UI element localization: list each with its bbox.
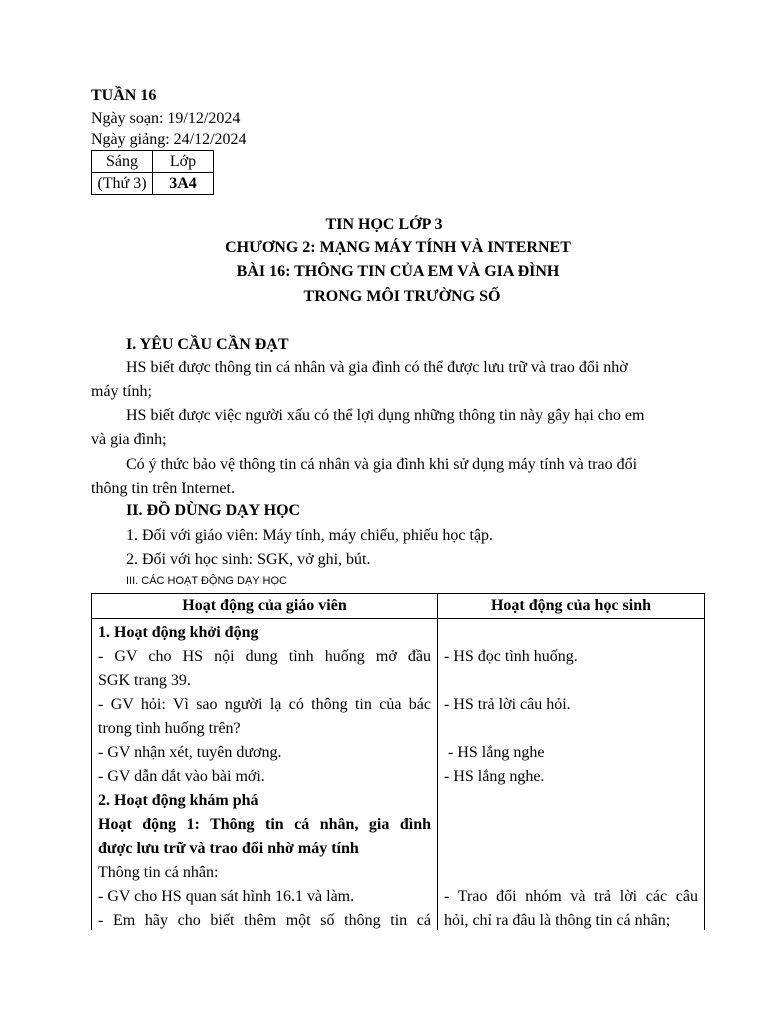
activity-table-header xyxy=(92,594,704,619)
teacher-line: - GV dẫn dắt vào bài mới. xyxy=(98,768,265,785)
section2-heading: II. ĐỒ DÙNG DẠY HỌC xyxy=(126,502,301,519)
section1-heading: I. YÊU CẦU CẦN ĐẠT xyxy=(126,336,289,353)
teacher-line: trong tình huống trên? xyxy=(98,720,241,737)
teacher-activities xyxy=(92,619,438,930)
section1-p2a: HS biết được việc người xấu có thể lợi dụng những thông tin này gây hại cho em xyxy=(126,407,645,424)
teacher-line: 1. Hoạt động khởi động xyxy=(98,624,259,641)
section3-heading: III. CÁC HOẠT ĐỘNG DẠY HỌC xyxy=(126,575,287,587)
section1-p2b: và gia đình; xyxy=(91,431,167,448)
student-column-header: Hoạt động của học sinh xyxy=(490,597,652,614)
title-lesson-cont: TRONG MÔI TRƯỜNG SỐ xyxy=(303,288,501,305)
student-line: hỏi, chỉ ra đâu là thông tin cá nhân; xyxy=(444,912,671,929)
title-subject: TIN HỌC LỚP 3 xyxy=(325,216,443,233)
section2-item1: 1. Đối với giáo viên: Máy tính, máy chiếu, phiếu học tập. xyxy=(126,527,494,544)
teacher-line: SGK trang 39. xyxy=(98,672,191,689)
student-line: - HS lắng nghe. xyxy=(444,768,545,785)
teacher-line: - GV nhận xét, tuyên dương. xyxy=(98,744,282,761)
teacher-line: 2. Hoạt động khám phá xyxy=(98,792,259,809)
section1-p1a: HS biết được thông tin cá nhân và gia đình có thể được lưu trữ và trao đổi nhờ xyxy=(126,359,628,376)
title-lesson: BÀI 16: THÔNG TIN CỦA EM VÀ GIA ĐÌNH xyxy=(236,263,560,280)
section1-p3a: Có ý thức bảo vệ thông tin cá nhân và gia đình khi sử dụng máy tính và trao đổi xyxy=(126,456,638,473)
title-chapter: CHƯƠNG 2: MẠNG MÁY TÍNH VÀ INTERNET xyxy=(225,239,571,256)
session-label: Sáng xyxy=(92,151,153,173)
week-label: TUẦN 16 xyxy=(91,87,157,104)
class-label: Lớp xyxy=(153,151,214,173)
activity-table-body xyxy=(92,619,704,930)
prep-date: Ngày soạn: 19/12/2024 xyxy=(91,110,241,127)
student-line: - Trao đổi nhóm và trả lời các câu xyxy=(444,888,698,905)
teacher-line: - GV hỏi: Vì sao người lạ có thông tin của bác xyxy=(98,696,431,713)
class-value: 3A4 xyxy=(153,173,214,195)
section1-p3b: thông tin trên Internet. xyxy=(91,480,235,497)
student-line: - HS trả lời câu hỏi. xyxy=(444,696,571,713)
teacher-line: - GV cho HS nội dung tình huống mở đầu xyxy=(98,648,431,665)
teacher-line: - Em hãy cho biết thêm một số thông tin cá xyxy=(98,912,431,929)
student-activities xyxy=(438,619,704,930)
teacher-line: được lưu trữ và trao đổi nhờ máy tính xyxy=(98,840,359,857)
teacher-line: Thông tin cá nhân: xyxy=(98,864,219,881)
weekday-label: (Thứ 3) xyxy=(92,173,153,195)
section2-item2: 2. Đối với học sinh: SGK, vở ghi, bút. xyxy=(126,551,371,568)
class-table xyxy=(91,150,214,195)
teacher-column-header: Hoạt động của giáo viên xyxy=(92,594,438,618)
activity-table xyxy=(91,593,705,930)
teacher-line: Hoạt động 1: Thông tin cá nhân, gia đình xyxy=(98,816,431,833)
student-line: - HS lắng nghe xyxy=(444,744,545,761)
teacher-line: - GV cho HS quan sát hình 16.1 và làm. xyxy=(98,888,355,905)
student-line: - HS đọc tình huống. xyxy=(444,648,578,665)
section1-p1b: máy tính; xyxy=(91,383,152,400)
teach-date: Ngày giảng: 24/12/2024 xyxy=(91,131,247,148)
